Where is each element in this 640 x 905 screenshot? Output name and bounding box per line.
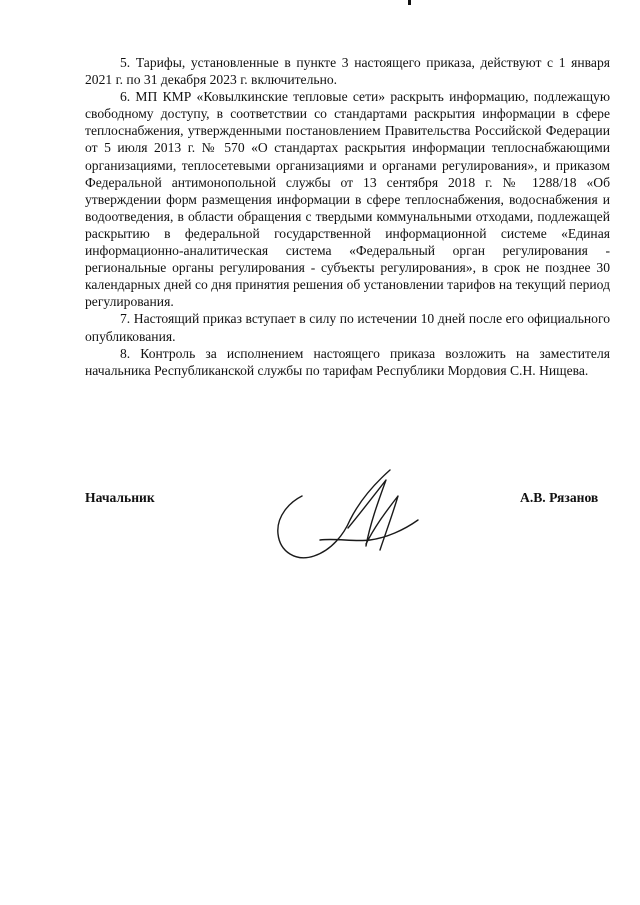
paragraph-8: 8. Контроль за исполнением настоящего приказа возложить на заместителя начальника Республиканской службы по тарифам Республики Мордовия С.Н. Нищева.	[85, 345, 610, 378]
page-edge-mark	[408, 0, 411, 5]
document-body	[85, 54, 610, 379]
signatory-title: Начальник	[85, 490, 155, 505]
paragraph-5: 5. Тарифы, установленные в пункте 3 настоящего приказа, действуют с 1 января 2021 г. по 31 декабря 2023 г. включительно.	[85, 55, 610, 88]
handwritten-signature	[262, 458, 432, 578]
signatory-name: А.В. Рязанов	[520, 490, 599, 505]
paragraph-7: 7. Настоящий приказ вступает в силу по истечении 10 дней после его официального опубликования.	[85, 311, 610, 344]
paragraph-6: 6. МП КМР «Ковылкинские тепловые сети» раскрыть информацию, подлежащую свободному доступу, в соответствии со стандартами раскрытия информации в сфере теплоснабжения, утвержденными постановлением Правительства Российской Федерации от 5 июля 2013 г. № 570 «О стандартах раскрытия информации теплоснабжающими организациями, теплосетевыми организациями и органами регулирования», и приказом Федеральной антимонопольной службы от 13 сентября 2018 г. № 1288/18 «Об утверждении форм размещения информации в сфере теплоснабжения, водоснабжения и водоотведения, в области обращения с твердыми коммунальными отходами, подлежащей раскрытию в федеральной государственной информационной системе «Единая информационно-аналитическая система «Федеральный орган регулирования - региональные органы регулирования - субъекты регулирования», в срок не позднее 30 календарных дней со дня принятия решения об установлении тарифов на текущий период регулирования.	[85, 89, 610, 310]
